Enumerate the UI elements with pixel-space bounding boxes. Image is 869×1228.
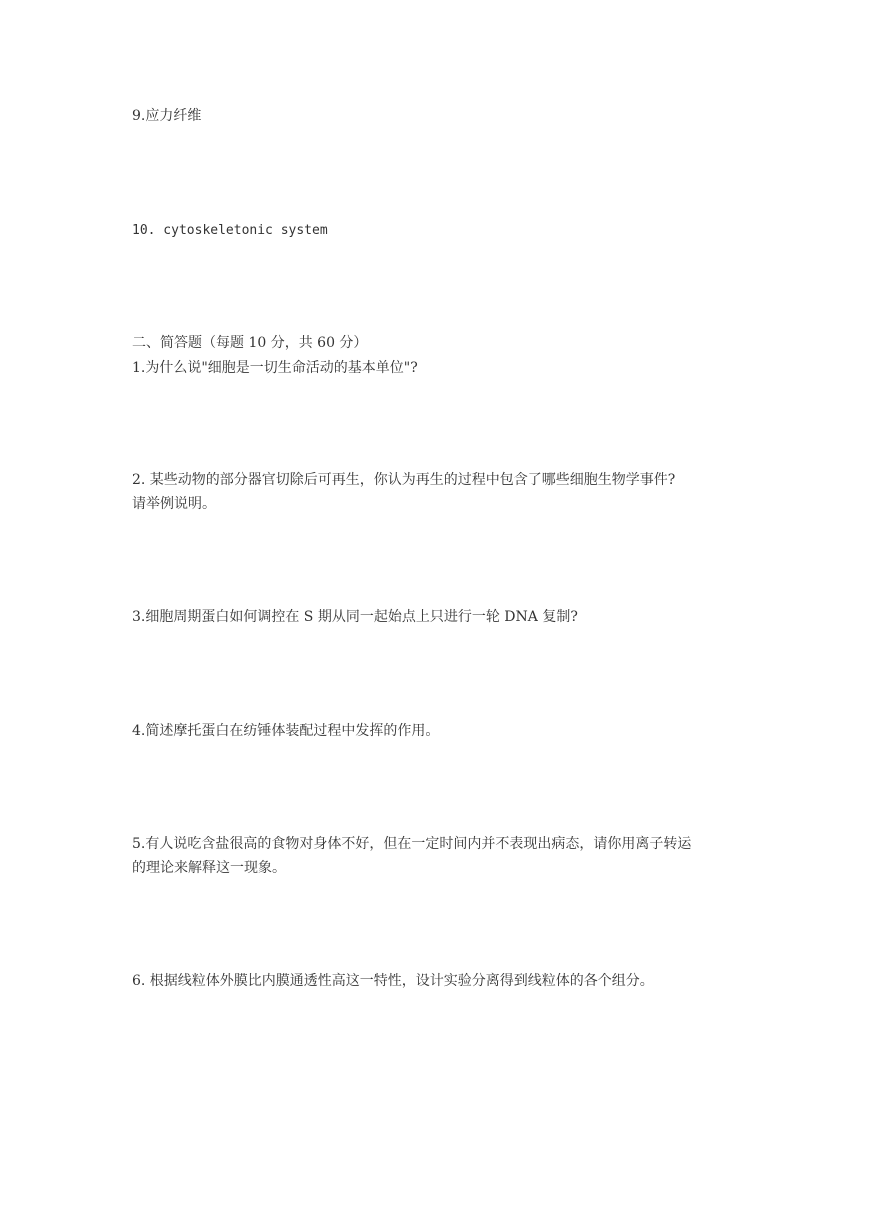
- term-item-9: 9.应力纤维: [132, 108, 202, 124]
- term-item-10: 10. cytoskeletonic system: [132, 223, 328, 238]
- question-1: 1.为什么说"细胞是一切生命活动的基本单位"?: [132, 360, 418, 376]
- question-2-line-2: 请举例说明。: [132, 496, 216, 512]
- question-6: 6. 根据线粒体外膜比内膜通透性高这一特性，设计实验分离得到线粒体的各个组分。: [132, 973, 654, 989]
- section-heading: 二、简答题（每题 10 分，共 60 分）: [132, 335, 368, 351]
- question-3: 3.细胞周期蛋白如何调控在 S 期从同一起始点上只进行一轮 DNA 复制?: [132, 609, 578, 625]
- question-5-line-2: 的理论来解释这一现象。: [132, 860, 286, 876]
- question-4: 4.简述摩托蛋白在纺锤体装配过程中发挥的作用。: [132, 723, 440, 739]
- question-5-line-1: 5.有人说吃含盐很高的食物对身体不好，但在一定时间内并不表现出病态，请你用离子转运: [132, 836, 692, 852]
- question-2-line-1: 2. 某些动物的部分器官切除后可再生，你认为再生的过程中包含了哪些细胞生物学事件?: [132, 472, 676, 488]
